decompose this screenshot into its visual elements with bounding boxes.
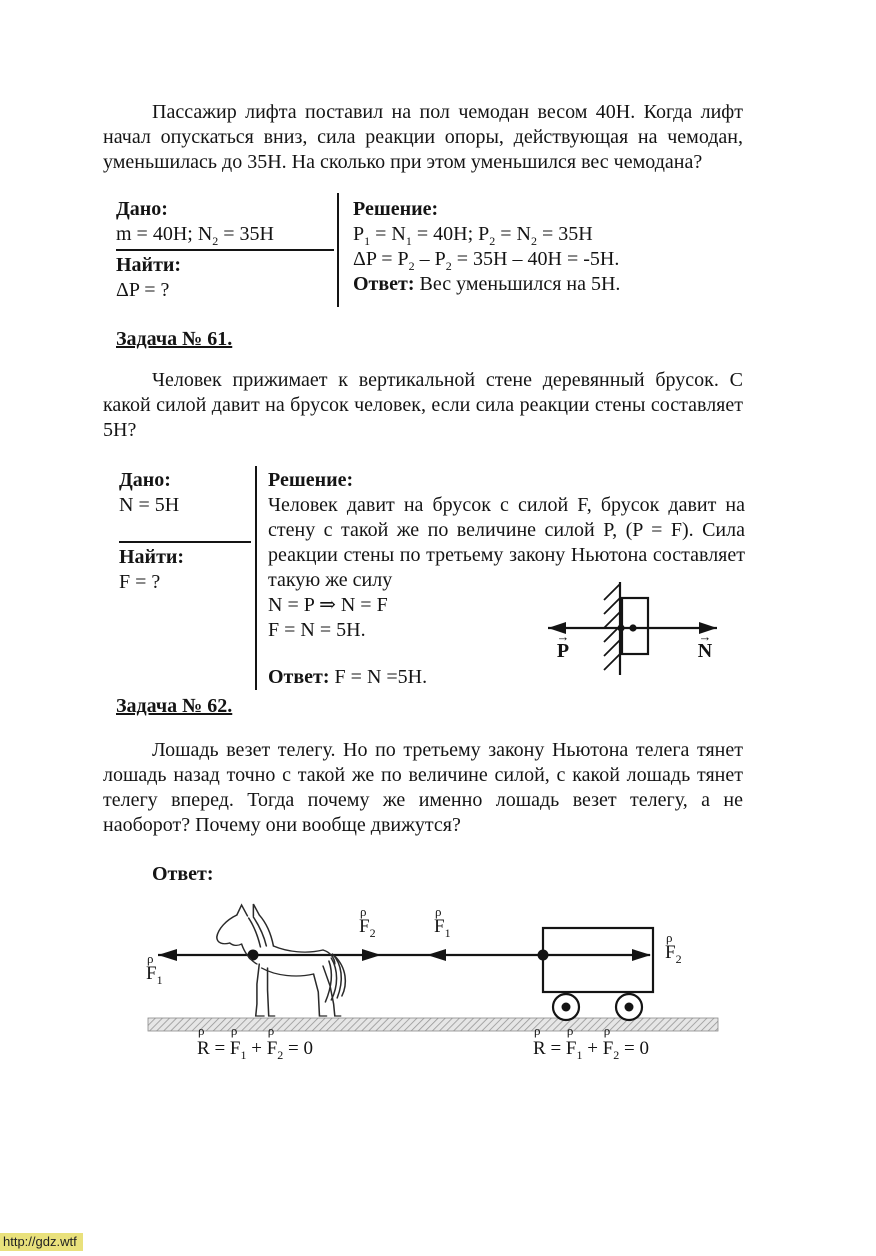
given-value: N = 5Н bbox=[119, 494, 180, 516]
find-value: ΔP = ? bbox=[116, 279, 170, 301]
force-f2-right-label: ρ $F_2$ bbox=[665, 930, 682, 966]
find-label: Найти: bbox=[116, 254, 182, 276]
force-p-label: → P bbox=[552, 630, 574, 661]
solution-line-1: $P_1 = N_1 = 40Н$; $P_2 = N_2 = 35Н$ bbox=[353, 223, 593, 248]
force-f1-mid-label: ρ $F_1$ bbox=[434, 904, 451, 940]
solution-eq-2: F = N = 5Н. bbox=[268, 619, 366, 641]
task61-text: Человек прижимает к вертикальной стене деревянный брусок. С какой силой давит на брусок человек, если сила реакции стены составляет 5Н? bbox=[103, 369, 743, 441]
wall-block-figure bbox=[540, 576, 728, 690]
force-f1-left-label: ρ $F_1$ bbox=[146, 951, 163, 987]
answer-text: F = N =5Н. bbox=[329, 666, 428, 688]
find-label: Найти: bbox=[119, 546, 185, 568]
solution-text: Человек давит на брусок с силой F, брусок давит на стену с такой же по величине силой P, (P = F). Сила реакции стены по третьему закону Ньютона составляет такую же силу bbox=[268, 494, 745, 591]
answer-label: Ответ: bbox=[268, 666, 330, 688]
task62-heading: Задача № 62. bbox=[116, 695, 233, 717]
resultant-formula-horse: ρ R = ρ $F_1$ + ρ $F_2 = 0$ bbox=[197, 1023, 313, 1062]
table2-rule bbox=[119, 541, 251, 543]
answer-line bbox=[353, 272, 655, 297]
vector-arrow-icon: → bbox=[698, 629, 712, 644]
table1-given-column bbox=[116, 197, 334, 303]
table2-given-column bbox=[119, 468, 251, 595]
force-n-label: → N bbox=[694, 630, 716, 661]
vector-arrow-icon: → bbox=[556, 629, 570, 644]
table1-divider bbox=[337, 193, 339, 307]
find-value: F = ? bbox=[119, 571, 161, 593]
cart-body bbox=[543, 928, 653, 992]
horse-illustration bbox=[217, 904, 346, 1016]
force-f2-mid-label: ρ $F_2$ bbox=[359, 904, 376, 940]
given-value: m = 40Н; $N_2 = 35Н$ bbox=[116, 223, 275, 248]
table1-solution-column bbox=[353, 197, 655, 297]
task61-heading: Задача № 61. bbox=[116, 328, 233, 350]
answer-label: Ответ: bbox=[353, 273, 415, 295]
intro-problem-text: Пассажир лифта поставил на пол чемодан весом 40Н. Когда лифт начал опускаться вниз, сила реакции опоры, действующая на чемодан, уменьшилась до 35Н. На сколько при этом уменьшился вес чемодана? bbox=[103, 101, 743, 173]
resultant-formula-cart: ρ R = ρ $F_1$ + ρ $F_2 = 0$ bbox=[533, 1023, 649, 1062]
task62-text: Лошадь везет телегу. Но по третьему закону Ньютона телега тянет лошадь назад точно с такой же по величине силой, с какой лошадь тянет телегу вперед. Тогда почему же именно лошадь везет телегу, а не наоборот? Почему они вообще движутся? bbox=[103, 739, 743, 836]
solution-label: Решение: bbox=[268, 469, 354, 491]
given-label: Дано: bbox=[116, 198, 168, 220]
task62-answer-label: Ответ: bbox=[152, 863, 214, 885]
solution-table-1 bbox=[112, 195, 657, 307]
horse-cart-figure bbox=[0, 890, 876, 1080]
watermark: http://gdz.wtf bbox=[0, 1233, 83, 1251]
table1-rule bbox=[116, 249, 334, 251]
table2-divider bbox=[255, 466, 257, 690]
given-label: Дано: bbox=[119, 469, 171, 491]
solution-label: Решение: bbox=[353, 198, 439, 220]
solution-eq-1: N = P ⇒ N = F bbox=[268, 594, 388, 616]
answer-text: Вес уменьшился на 5Н. bbox=[414, 273, 621, 295]
solution-line-2: $\Delta P = P_2 - P_2 = 35Н - 40Н = -5Н$. bbox=[353, 248, 620, 273]
